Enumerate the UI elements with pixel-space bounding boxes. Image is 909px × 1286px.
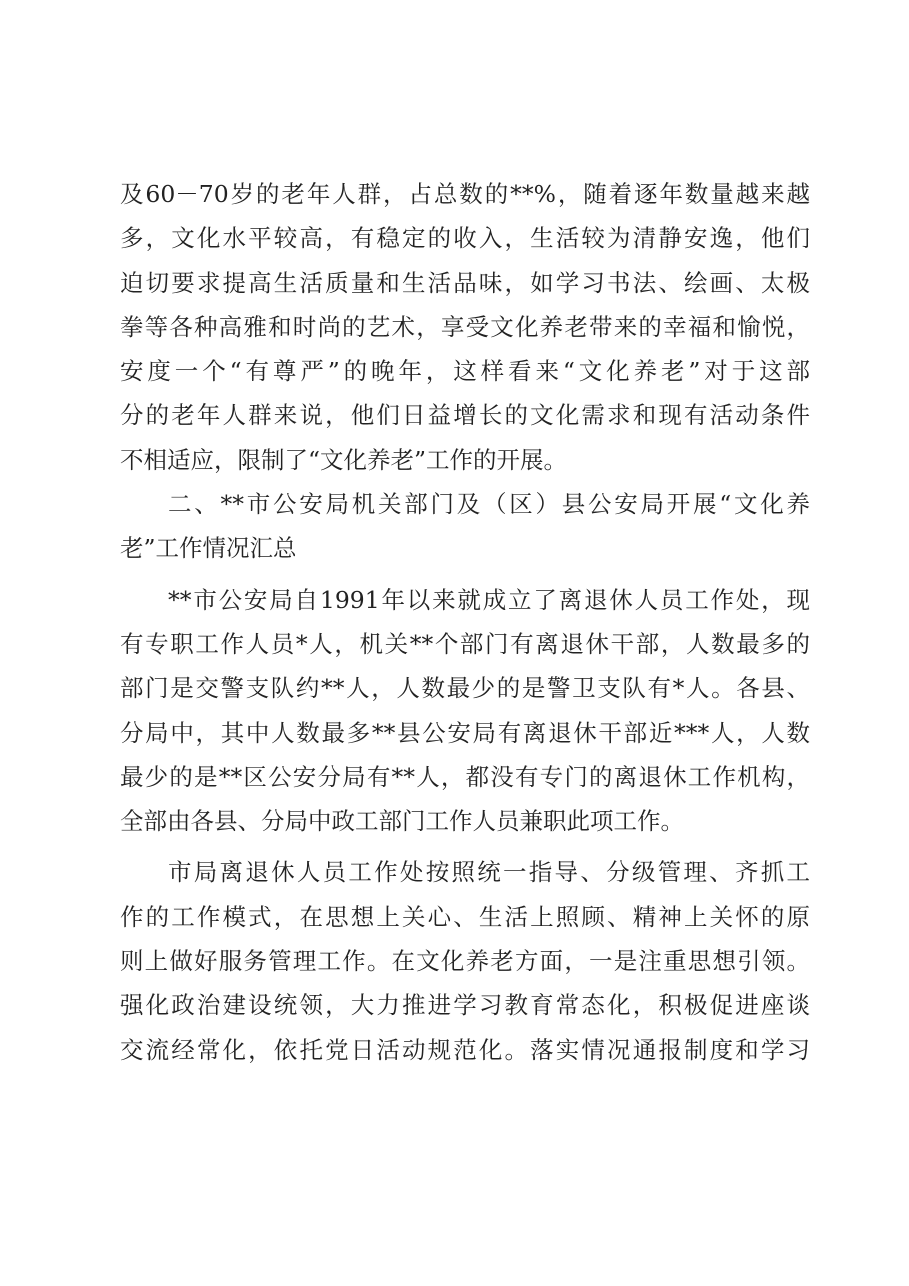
text-line: 作的工作模式，在思想上关心、生活上照顾、精神上关怀的原 — [120, 902, 810, 931]
text-line: 及60－70岁的老年人群，占总数的**%，随着逐年数量越来越 — [120, 180, 810, 208]
text-line: 交流经常化，依托党日活动规范化。落实情况通报制度和学习 — [120, 1035, 810, 1064]
text-line: **市公安局自1991年以来就成立了离退休人员工作处，现 — [168, 585, 810, 614]
text-line: 多，文化水平较高，有稳定的收入，生活较为清静安逸，他们 — [120, 224, 810, 253]
text-line: 二、**市公安局机关部门及（区）县公安局开展“文化养 — [168, 490, 810, 519]
text-line: 则上做好服务管理工作。在文化养老方面，一是注重思想引领。 — [120, 947, 810, 976]
paragraph — [120, 850, 810, 1071]
text-line: 最少的是**区公安分局有**人，都没有专门的离退休工作机构， — [120, 762, 810, 791]
paragraph-spacer — [120, 843, 810, 850]
document-body — [120, 172, 810, 1072]
paragraph — [120, 578, 810, 844]
paragraph — [120, 172, 810, 482]
text-line: 分的老年人群来说，他们日益增长的文化需求和现有活动条件 — [120, 401, 810, 430]
text-line: 安度一个“有尊严”的晚年，这样看来“文化养老”对于这部 — [120, 357, 810, 386]
text-line: 分局中，其中人数最多**县公安局有离退休干部近***人，人数 — [120, 718, 810, 747]
text-line: 全部由各县、分局中政工部门工作人员兼职此项工作。 — [120, 807, 684, 836]
text-line: 市局离退休人员工作处按照统一指导、分级管理、齐抓工 — [168, 858, 810, 887]
text-line: 拳等各种高雅和时尚的艺术，享受文化养老带来的幸福和愉悦， — [120, 312, 810, 341]
text-line: 部门是交警支队约**人，人数最少的是警卫支队有*人。各县、 — [120, 674, 810, 703]
paragraph-spacer — [120, 571, 810, 578]
text-line: 迫切要求提高生活质量和生活品味，如学习书法、绘画、太极 — [120, 268, 810, 297]
text-line: 不相适应，限制了“文化养老”工作的开展。 — [120, 445, 568, 474]
text-line: 有专职工作人员*人，机关**个部门有离退休干部，人数最多的 — [120, 629, 810, 658]
section-heading — [120, 482, 810, 571]
text-line: 强化政治建设统领，大力推进学习教育常态化，积极促进座谈 — [120, 991, 810, 1020]
text-line: 老”工作情况汇总 — [120, 534, 297, 563]
